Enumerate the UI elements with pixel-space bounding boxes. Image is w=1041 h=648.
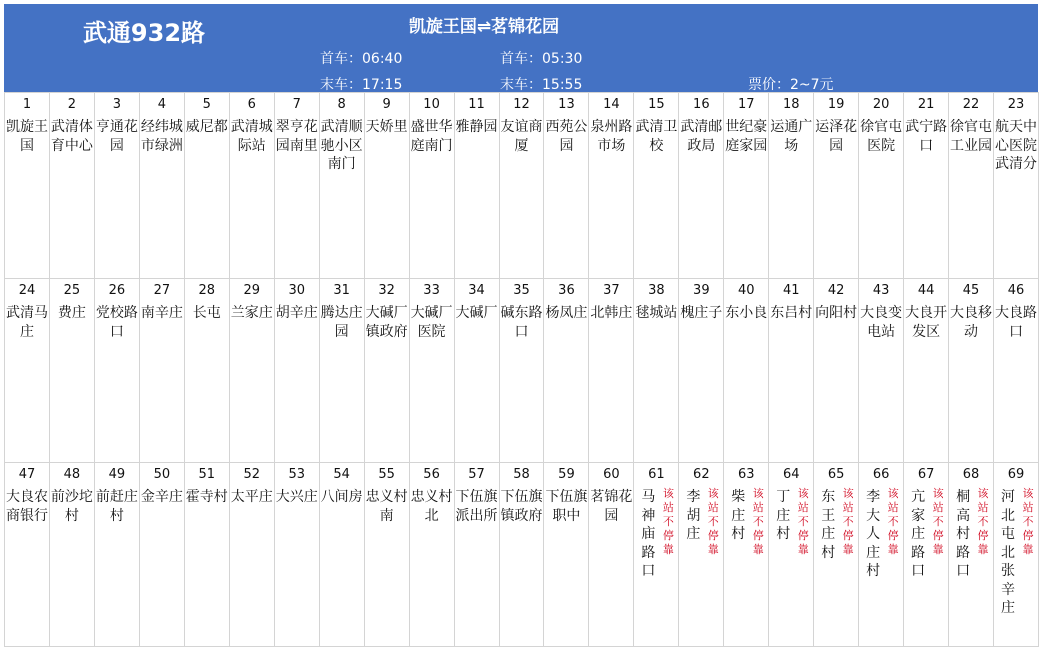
stop-name: 大良开发区 — [905, 305, 948, 340]
stop-cell — [140, 279, 185, 463]
stop-cell — [410, 93, 455, 279]
stop-name: 武清城际站 — [230, 119, 273, 154]
stop-number: 52 — [243, 467, 261, 482]
stop-name: 茗锦花园 — [590, 489, 633, 524]
stop-name: 世纪豪庭家园 — [725, 119, 768, 154]
stop-cell — [365, 463, 410, 647]
stop-cell — [634, 279, 679, 463]
stop-cell — [904, 279, 949, 463]
stop-cell — [544, 93, 589, 279]
stop-name: 腾达庄园 — [320, 305, 363, 340]
stop-name: 经纬城市绿洲 — [140, 119, 183, 154]
stop-name: 杨凤庄 — [545, 305, 588, 321]
stop-name: 航天中心医院武清分 — [995, 119, 1037, 172]
stop-cell — [544, 463, 589, 647]
stop-number: 69 — [1007, 467, 1025, 482]
stop-number: 28 — [198, 283, 216, 298]
stop-name: 李大人庄村 — [866, 489, 881, 579]
stop-cell — [410, 279, 455, 463]
stop-number: 55 — [378, 467, 395, 482]
stop-name: 北韩庄 — [590, 305, 633, 321]
stop-cell — [320, 279, 365, 463]
stop-number: 22 — [962, 97, 980, 112]
stop-name: 徐官屯工业园 — [950, 119, 993, 154]
stop-name: 威尼都 — [185, 119, 228, 135]
stop-cell — [949, 279, 994, 463]
stop-number: 15 — [648, 97, 665, 112]
stop-number: 1 — [22, 97, 32, 112]
stop-number: 29 — [243, 283, 261, 298]
stop-number: 25 — [63, 283, 81, 298]
fare-info: 票价：2~7元 — [748, 77, 834, 93]
stop-cell — [814, 93, 859, 279]
no-stop-notice: 该站不停靠 — [977, 487, 989, 556]
stop-cell — [320, 93, 365, 279]
stop-number: 9 — [382, 97, 391, 112]
stop-number: 14 — [603, 97, 620, 112]
stop-cell — [679, 279, 724, 463]
stop-number: 43 — [872, 283, 890, 298]
route-direction: 凯旋王国⇌茗锦花园 — [408, 17, 560, 37]
stop-number: 6 — [247, 97, 256, 112]
stop-number: 7 — [292, 97, 301, 112]
stop-name: 东王庄村 — [821, 489, 836, 561]
stop-name: 武清顺驰小区南门 — [320, 119, 363, 172]
stop-name: 下伍旗职中 — [545, 489, 588, 524]
stop-cell — [679, 93, 724, 279]
stop-name: 武清卫校 — [635, 119, 678, 154]
stop-number: 2 — [67, 97, 77, 112]
stop-cell — [230, 93, 275, 279]
stop-name: 武清马庄 — [5, 305, 48, 340]
stop-cell — [859, 93, 904, 279]
stop-cell — [634, 463, 679, 647]
stop-number: 27 — [153, 283, 171, 298]
stop-number: 45 — [962, 283, 980, 298]
stop-name: 党校路口 — [95, 305, 138, 340]
stop-number: 16 — [693, 97, 710, 112]
stop-number: 5 — [202, 97, 211, 112]
last-bus-time-a: 末车：17:15 — [320, 77, 403, 93]
stop-cell — [140, 463, 185, 647]
stop-name: 河北屯北张辛庄 — [1001, 489, 1016, 616]
route-header — [4, 4, 1038, 92]
stop-name: 武清体育中心 — [50, 119, 93, 154]
stop-cell — [50, 279, 95, 463]
stop-cell — [859, 463, 904, 647]
no-stop-notice: 该站不停靠 — [842, 487, 854, 556]
stop-number: 13 — [558, 97, 575, 112]
stop-name: 大碱厂 — [455, 305, 498, 321]
stop-number: 66 — [872, 467, 890, 482]
stop-name: 天娇里 — [365, 119, 408, 135]
stop-cell — [724, 279, 769, 463]
stop-name: 碱东路口 — [500, 305, 543, 340]
stop-cell — [185, 93, 230, 279]
stop-cell — [320, 463, 365, 647]
stop-number: 54 — [333, 467, 350, 482]
stop-number: 33 — [423, 283, 440, 298]
stop-number: 61 — [648, 467, 665, 482]
no-stop-notice: 该站不停靠 — [707, 487, 719, 556]
stop-name: 东吕村 — [770, 305, 813, 321]
stop-number: 42 — [827, 283, 845, 298]
stop-number: 47 — [18, 467, 36, 482]
stop-number: 23 — [1007, 97, 1025, 112]
first-bus-time-a: 首车：06:40 — [320, 51, 403, 67]
last-bus-time-b: 末车：15:55 — [500, 77, 583, 93]
stop-number: 34 — [468, 283, 485, 298]
stop-cell — [230, 463, 275, 647]
stop-cell — [140, 93, 185, 279]
stop-number: 12 — [513, 97, 530, 112]
stop-name: 运泽花园 — [815, 119, 858, 154]
stop-cell — [5, 93, 50, 279]
stop-cell — [50, 463, 95, 647]
stop-number: 44 — [917, 283, 935, 298]
no-stop-notice: 该站不停靠 — [932, 487, 944, 556]
stop-name: 太平庄 — [230, 489, 273, 505]
stop-cell — [814, 279, 859, 463]
stop-name: 槐庄子 — [680, 305, 723, 321]
stop-number: 24 — [18, 283, 36, 298]
stop-cell — [724, 463, 769, 647]
stop-cell — [904, 463, 949, 647]
stop-name: 南辛庄 — [140, 305, 183, 321]
stop-cell — [410, 463, 455, 647]
stop-name: 大碱厂镇政府 — [365, 305, 408, 340]
stop-cell — [5, 463, 50, 647]
stop-name: 下伍旗派出所 — [455, 489, 498, 524]
stop-number: 26 — [108, 283, 126, 298]
stop-cell — [994, 463, 1039, 647]
stop-number: 68 — [962, 467, 980, 482]
stop-cell — [230, 279, 275, 463]
stop-cell — [769, 463, 814, 647]
stop-number: 56 — [423, 467, 440, 482]
stop-cell — [679, 463, 724, 647]
stop-cell — [50, 93, 95, 279]
stop-name: 前赶庄村 — [95, 489, 138, 524]
stop-cell — [814, 463, 859, 647]
stop-number: 62 — [693, 467, 710, 482]
no-stop-notice: 该站不停靠 — [752, 487, 764, 556]
stop-name: 兰家庄 — [230, 305, 273, 321]
stop-number: 48 — [63, 467, 81, 482]
stop-number: 41 — [782, 283, 800, 298]
stop-name: 东小良 — [725, 305, 768, 321]
stop-cell — [500, 463, 545, 647]
stop-number: 17 — [738, 97, 755, 112]
stop-cell — [994, 279, 1039, 463]
stop-name: 大良路口 — [995, 305, 1037, 340]
no-stop-notice: 该站不停靠 — [662, 487, 674, 556]
stop-name: 金辛庄 — [140, 489, 183, 505]
stop-cell — [365, 93, 410, 279]
stop-cell — [994, 93, 1039, 279]
stop-name: 大良移动 — [950, 305, 993, 340]
stop-number: 3 — [112, 97, 122, 112]
stop-cell — [949, 463, 994, 647]
stop-number: 35 — [513, 283, 530, 298]
stop-name: 徐官屯医院 — [860, 119, 903, 154]
stop-number: 46 — [1007, 283, 1025, 298]
stop-name: 向阳村 — [815, 305, 858, 321]
stop-cell — [95, 463, 140, 647]
stop-cell — [949, 93, 994, 279]
stop-name: 翠亨花园南里 — [275, 119, 318, 154]
stop-name: 亨通花园 — [95, 119, 138, 154]
stop-number: 8 — [337, 97, 346, 112]
stop-number: 53 — [288, 467, 305, 482]
no-stop-notice: 该站不停靠 — [1022, 487, 1034, 556]
stop-number: 31 — [333, 283, 350, 298]
stop-name: 丁庄村 — [776, 489, 791, 542]
stop-name: 霍寺村 — [185, 489, 228, 505]
stop-cell — [185, 279, 230, 463]
stop-number: 39 — [693, 283, 710, 298]
stop-number: 67 — [917, 467, 935, 482]
stop-cell — [275, 463, 320, 647]
stop-name: 雅静园 — [455, 119, 498, 135]
stop-number: 65 — [827, 467, 845, 482]
stop-cell — [500, 279, 545, 463]
stop-name: 大良变电站 — [860, 305, 903, 340]
stop-number: 63 — [738, 467, 755, 482]
stop-cell — [455, 463, 500, 647]
stop-cell — [589, 93, 634, 279]
stop-name: 胡辛庄 — [275, 305, 318, 321]
stop-name: 大碱厂医院 — [410, 305, 453, 340]
stop-cell — [95, 93, 140, 279]
stop-number: 10 — [423, 97, 440, 112]
stop-cell — [769, 93, 814, 279]
stop-cell — [634, 93, 679, 279]
stop-name: 长屯 — [192, 305, 221, 321]
stop-name: 下伍旗镇政府 — [500, 489, 543, 524]
stop-name: 凯旋王国 — [5, 119, 48, 154]
stop-cell — [95, 279, 140, 463]
stop-name: 友谊商厦 — [500, 119, 543, 154]
stop-cell — [275, 279, 320, 463]
stop-number: 57 — [468, 467, 485, 482]
stop-number: 18 — [782, 97, 800, 112]
stop-cell — [769, 279, 814, 463]
stop-name: 大良农商银行 — [5, 489, 48, 524]
stop-name: 忠义村北 — [410, 489, 453, 524]
stop-name: 八间房 — [320, 489, 363, 505]
stop-name: 大兴庄 — [275, 489, 318, 505]
stop-number: 40 — [738, 283, 755, 298]
stop-cell — [904, 93, 949, 279]
stop-name: 桐高村路口 — [956, 489, 971, 579]
stop-number: 36 — [558, 283, 575, 298]
stop-name: 马神庙路口 — [641, 489, 656, 579]
stop-name: 亢家庄路口 — [911, 489, 926, 579]
stop-number: 58 — [513, 467, 530, 482]
stop-number: 51 — [198, 467, 216, 482]
stop-number: 49 — [108, 467, 126, 482]
stop-number: 4 — [157, 97, 166, 112]
stop-cell — [544, 279, 589, 463]
stop-number: 50 — [153, 467, 171, 482]
stop-number: 38 — [648, 283, 665, 298]
stop-name: 武清邮政局 — [680, 119, 723, 154]
stop-cell — [589, 463, 634, 647]
stop-cell — [859, 279, 904, 463]
stop-name: 盛世华庭南门 — [410, 119, 453, 154]
stop-number: 60 — [603, 467, 620, 482]
stop-cell — [275, 93, 320, 279]
route-name: 武通932路 — [82, 19, 206, 47]
stop-table — [4, 92, 1039, 647]
stop-number: 19 — [827, 97, 845, 112]
stop-name: 泉州路市场 — [590, 119, 633, 154]
stop-number: 64 — [782, 467, 800, 482]
stop-number: 59 — [558, 467, 575, 482]
stop-cell — [455, 93, 500, 279]
stop-number: 21 — [917, 97, 935, 112]
stop-name: 柴庄村 — [731, 489, 746, 542]
stop-cell — [724, 93, 769, 279]
first-bus-time-b: 首车：05:30 — [500, 51, 583, 67]
stop-name: 武宁路口 — [905, 119, 948, 154]
stop-cell — [455, 279, 500, 463]
stop-name: 忠义村南 — [365, 489, 408, 524]
stop-cell — [365, 279, 410, 463]
stop-number: 37 — [603, 283, 620, 298]
stop-name: 毬城站 — [635, 305, 678, 321]
stop-name: 费庄 — [57, 305, 86, 321]
no-stop-notice: 该站不停靠 — [797, 487, 809, 556]
stop-number: 30 — [288, 283, 305, 298]
stop-number: 20 — [872, 97, 890, 112]
stop-name: 运通广场 — [770, 119, 813, 154]
stop-number: 32 — [378, 283, 395, 298]
no-stop-notice: 该站不停靠 — [887, 487, 899, 556]
stop-name: 西苑公园 — [545, 119, 588, 154]
stop-name: 李胡庄 — [686, 489, 701, 542]
stop-cell — [500, 93, 545, 279]
stop-number: 11 — [468, 97, 485, 112]
stop-cell — [5, 279, 50, 463]
stop-cell — [185, 463, 230, 647]
stop-name: 前沙坨村 — [50, 489, 93, 524]
stop-cell — [589, 279, 634, 463]
